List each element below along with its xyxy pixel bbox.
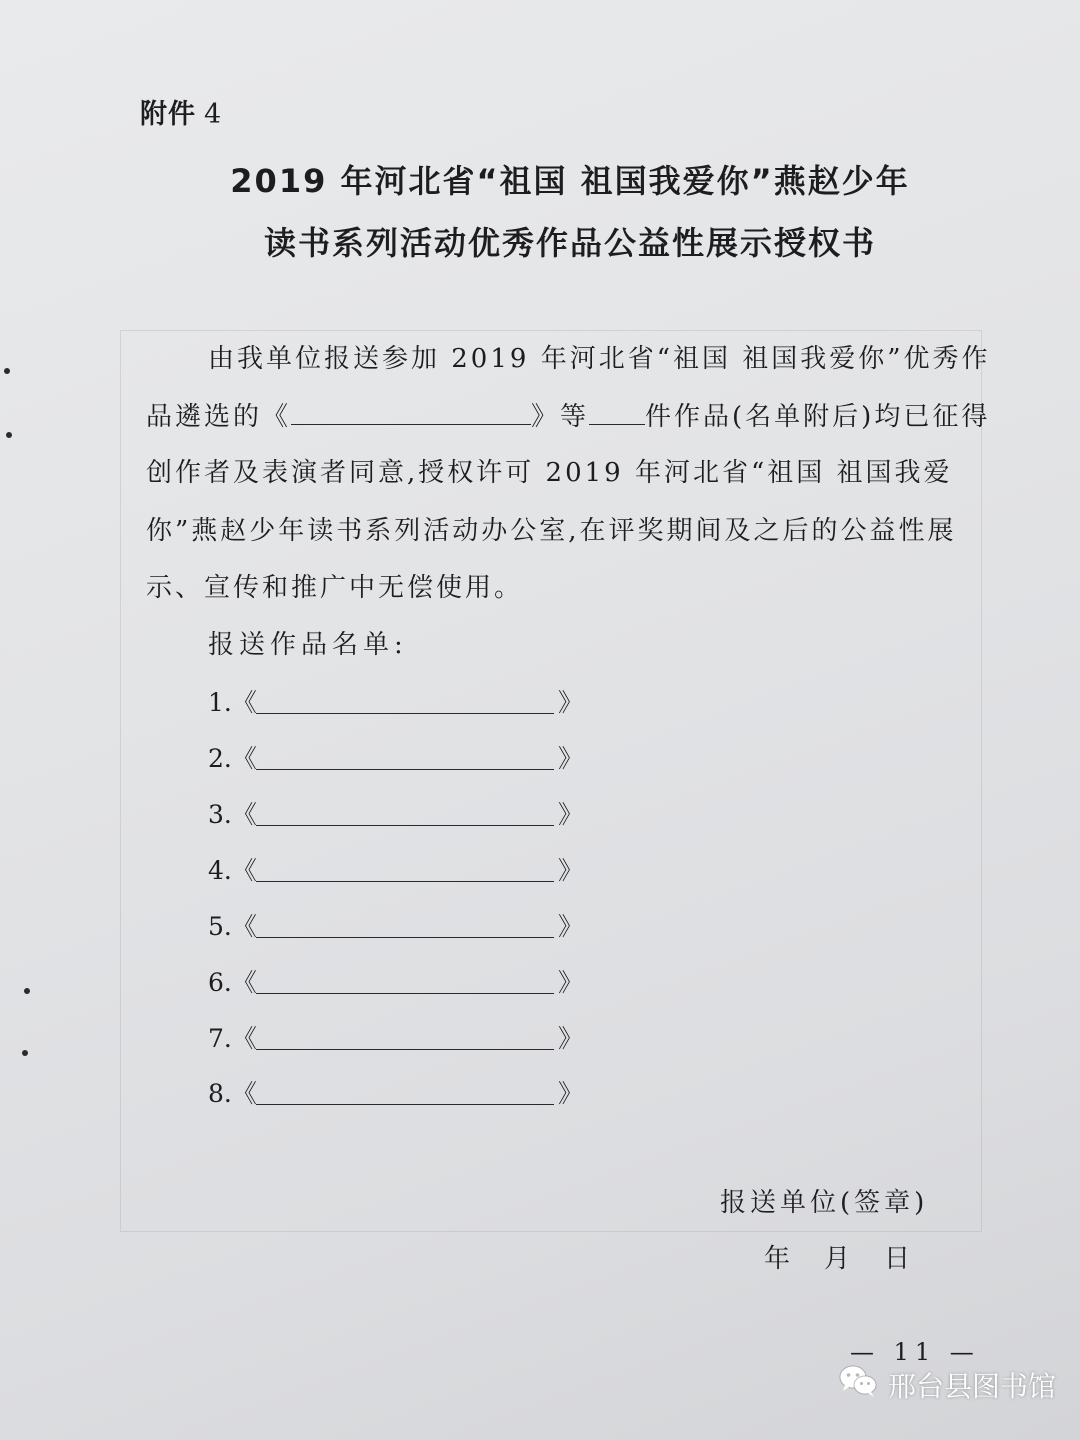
page-number: — 11 —	[850, 1338, 980, 1366]
work-title-blank[interactable]	[256, 993, 554, 994]
works-list-row	[208, 851, 584, 887]
row-number: 2.《	[208, 744, 257, 773]
date-year-label: 年	[764, 1244, 791, 1274]
body-line: 由我单位报送参加 2019 年河北省“祖国 祖国我爱你”优秀作	[208, 344, 991, 374]
works-list-row	[208, 1019, 584, 1055]
attachment-number: 4	[204, 99, 223, 130]
work-title-blank[interactable]	[256, 769, 554, 770]
body-text: 品遴选的《	[146, 402, 292, 432]
work-title-blank[interactable]	[291, 398, 531, 425]
works-list-row	[208, 683, 584, 719]
punch-hole-mark	[4, 368, 10, 374]
work-title-blank[interactable]	[256, 881, 554, 882]
works-list-row	[208, 795, 584, 831]
wechat-icon	[838, 1364, 878, 1405]
watermark-text: 邢台县图书馆	[888, 1369, 1057, 1403]
submitting-unit-seal-label: 报送单位(签章)	[720, 1188, 929, 1218]
document-title-line1: 2019 年河北省“祖国 祖国我爱你”燕赵少年	[230, 162, 910, 200]
row-close-quote: 》	[558, 688, 584, 717]
row-close-quote: 》	[558, 912, 584, 941]
date-day-label: 日	[884, 1244, 911, 1274]
punch-hole-mark	[22, 1050, 28, 1056]
works-list-row	[208, 739, 584, 775]
body-line: 你”燕赵少年读书系列活动办公室,在评奖期间及之后的公益性展	[146, 516, 957, 546]
row-number: 6.《	[208, 968, 257, 997]
row-number: 7.《	[208, 1024, 257, 1053]
work-title-blank[interactable]	[256, 1104, 554, 1105]
punch-hole-mark	[24, 988, 30, 994]
row-close-quote: 》	[558, 1024, 584, 1053]
row-number: 5.《	[208, 912, 257, 941]
attachment-text: 附件	[140, 99, 196, 130]
row-close-quote: 》	[558, 856, 584, 885]
works-list-label: 报送作品名单:	[208, 630, 408, 660]
body-line: 示、宣传和推广中无偿使用。	[146, 573, 524, 603]
work-count-blank[interactable]	[589, 398, 645, 425]
row-close-quote: 》	[558, 1079, 584, 1108]
work-title-blank[interactable]	[256, 713, 554, 714]
body-line: 创作者及表演者同意,授权许可 2019 年河北省“祖国 祖国我爱	[146, 458, 953, 488]
row-number: 3.《	[208, 800, 257, 829]
work-title-blank[interactable]	[256, 937, 554, 938]
row-number: 8.《	[208, 1079, 257, 1108]
attachment-label	[140, 92, 222, 131]
row-number: 4.《	[208, 856, 257, 885]
work-title-blank[interactable]	[256, 825, 554, 826]
body-line-with-blanks	[146, 396, 1006, 433]
row-close-quote: 》	[558, 744, 584, 773]
work-title-blank[interactable]	[256, 1049, 554, 1050]
body-text: 件作品(名单附后)均已征得	[645, 402, 991, 432]
punch-hole-mark	[6, 432, 12, 438]
wechat-watermark	[838, 1364, 1056, 1405]
document-title-line2: 读书系列活动优秀作品公益性展示授权书	[263, 224, 876, 262]
body-text: 》等	[531, 402, 590, 432]
row-close-quote: 》	[558, 800, 584, 829]
row-number: 1.《	[208, 688, 257, 717]
works-list-row	[208, 963, 584, 999]
row-close-quote: 》	[558, 968, 584, 997]
works-list-row	[208, 1074, 584, 1110]
works-list-row	[208, 907, 584, 943]
date-month-label: 月	[824, 1244, 851, 1274]
